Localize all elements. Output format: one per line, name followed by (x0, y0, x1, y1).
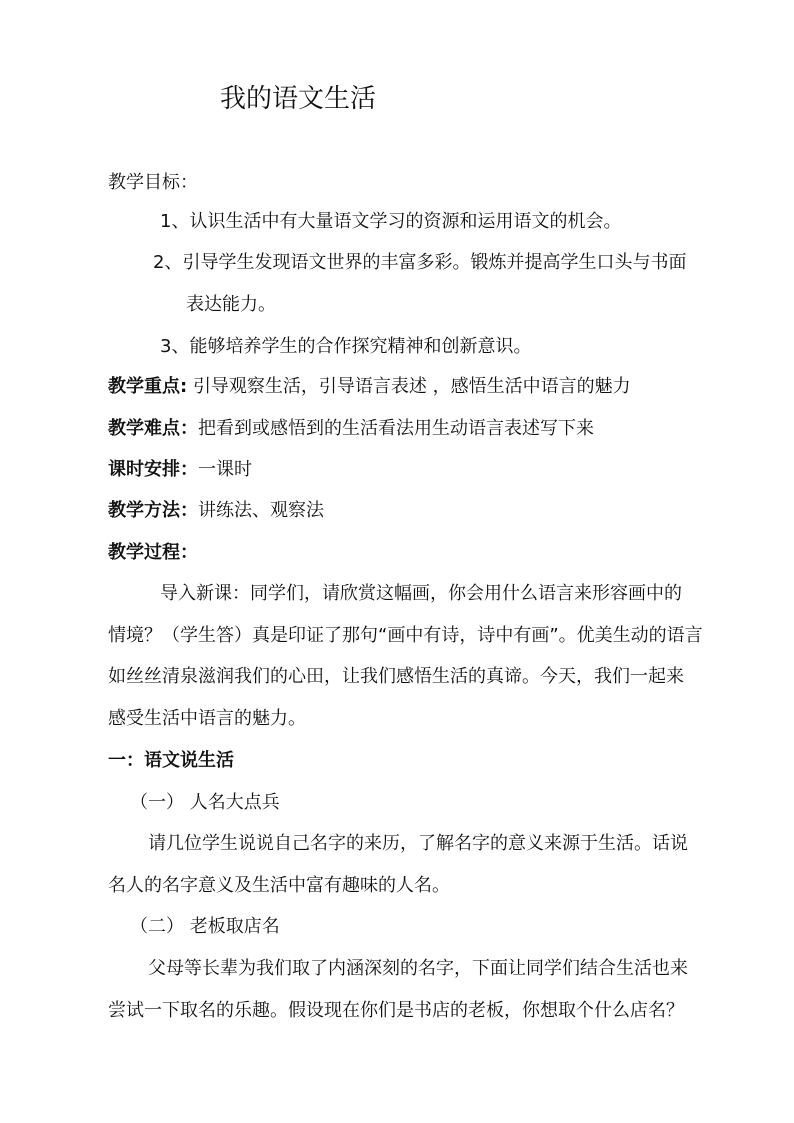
difficulties-label: 教学难点： (108, 418, 198, 439)
difficulties-line (108, 416, 594, 442)
intro-line: 如丝丝清泉滋润我们的心田，让我们感悟生活的真谛。今天，我们一起来 (108, 666, 684, 687)
objective-line: 3、能够培养学生的合作探究精神和创新意识。 (160, 336, 532, 357)
methods-line (108, 498, 324, 524)
page-title: 我的语文生活 (220, 84, 377, 114)
intro-line: 情境？（学生答）真是印证了那句“画中有诗，诗中有画”。优美生动的语言 (108, 625, 703, 646)
objective-line: 2、引导学生发现语文世界的丰富多彩。锻炼并提高学生口头与书面 (153, 252, 687, 273)
key-points-line (108, 374, 631, 400)
section-heading: 一：语文说生活 (108, 750, 234, 771)
paragraph-line: 尝试一下取名的乐趣。假设现在你们是书店的老板，你想取个什么店名？ (108, 1000, 684, 1021)
key-points-label: 教学重点: (108, 376, 188, 397)
schedule-text: 一课时 (198, 459, 252, 480)
methods-text: 讲练法、观察法 (198, 500, 324, 521)
difficulties-text: 把看到或感悟到的生活看法用生动语言表述写下来 (198, 418, 594, 439)
schedule-label: 课时安排： (108, 459, 198, 480)
objective-line: 1、认识生活中有大量语文学习的资源和运用语文的机会。 (160, 211, 622, 232)
objectives-heading: 教学目标： (108, 172, 198, 193)
key-points-text: 引导观察生活，引导语言表述 ，感悟生活中语言的魅力 (192, 376, 631, 397)
process-heading: 教学过程： (108, 542, 198, 563)
intro-line: 感受生活中语言的魅力。 (108, 708, 306, 729)
intro-line: 导入新课：同学们，请欣赏这幅画，你会用什么语言来形容画中的 (160, 583, 682, 604)
subsection-heading: （二） 老板取店名 (130, 916, 280, 937)
methods-label: 教学方法： (108, 500, 198, 521)
schedule-line (108, 457, 252, 483)
paragraph-line: 父母等长辈为我们取了内涵深刻的名字，下面让同学们结合生活也来 (148, 958, 688, 979)
paragraph-line: 名人的名字意义及生活中富有趣味的人名。 (108, 875, 450, 896)
objective-line: 表达能力。 (186, 294, 276, 315)
paragraph-line: 请几位学生说说自己名字的来历，了解名字的意义来源于生活。话说 (148, 833, 688, 854)
subsection-heading: （一） 人名大点兵 (130, 792, 280, 813)
